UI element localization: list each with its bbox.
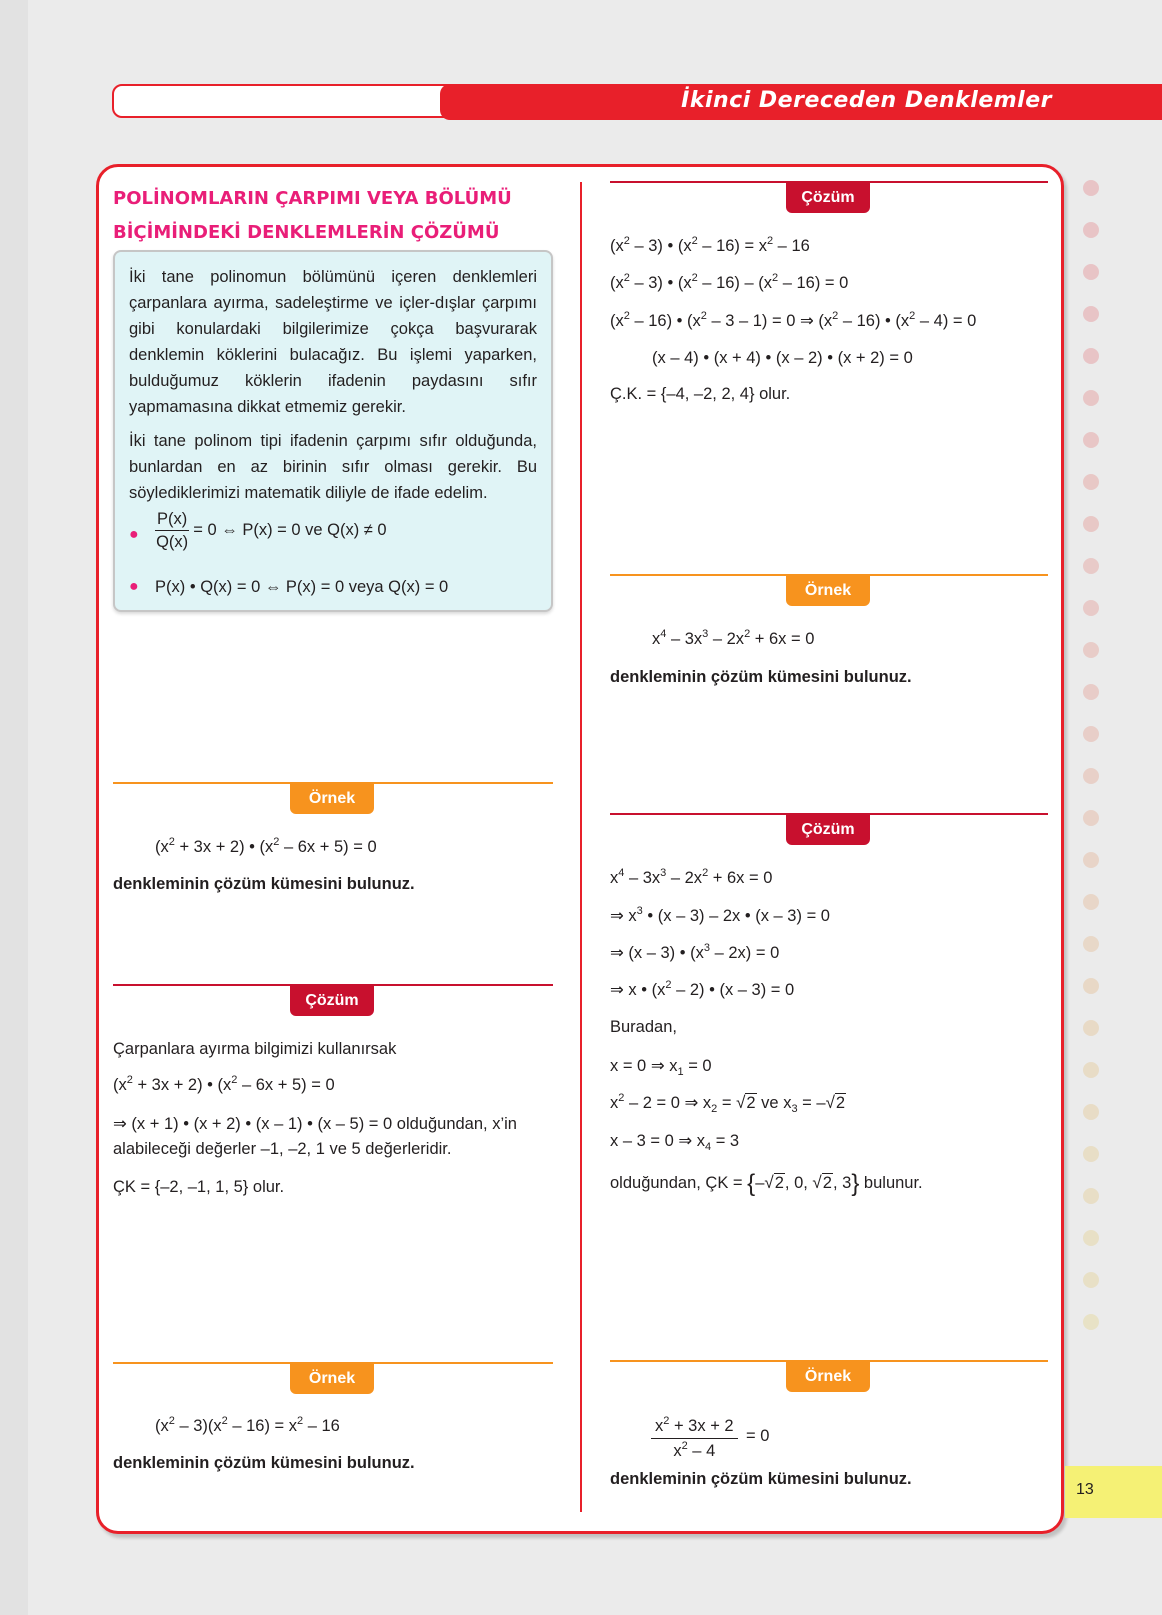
example-2-instruction: denkleminin çözüm kümesini bulunuz. <box>113 1454 415 1472</box>
dot-icon <box>1083 558 1099 574</box>
cozum-label: Çözüm <box>786 815 870 845</box>
solution-3-root-3: x – 3 = 0 ⇒ $x_4 = 3$ <box>610 1132 740 1153</box>
dot-icon <box>1083 516 1099 532</box>
example-3-instruction: denkleminin çözüm kümesini bulunuz. <box>610 668 912 686</box>
example-3-equation: $x^4 - 3x^3 - 2x^2 + 6x = 0$ <box>652 628 815 648</box>
dot-icon <box>1083 222 1099 238</box>
sqrt-icon: √2 <box>825 1093 846 1112</box>
dot-icon <box>1083 1104 1099 1120</box>
dot-icon <box>1083 1146 1099 1162</box>
info-paragraph-2: İki tane polinom tipi ifadenin çarpımı sıfır olduğunda, bunlardan en az birinin sıfır olması gerekir. Bu söylediklerimizi matematik diliyle de ifade edelim. <box>129 432 537 502</box>
solution-1-line: ⇒ (x + 1) • (x + 2) • (x – 1) • (x – 5) = 0 olduğundan, x’in <box>113 1115 517 1133</box>
solution-2-line: $(x^2 - 3)$ • $(x^2 - 16) = x^2 - 16$ <box>610 235 810 255</box>
dot-icon <box>1083 726 1099 742</box>
dot-icon <box>1083 684 1099 700</box>
solution-1-line: $(x^2 + 3x + 2)$ • $(x^2 - 6x + 5) = 0$ <box>113 1074 335 1094</box>
example-4-equals: = 0 <box>746 1427 770 1445</box>
rule-1 <box>129 508 387 553</box>
dot-icon <box>1083 642 1099 658</box>
dot-icon <box>1083 894 1099 910</box>
rule-1-text: = 0 ⇔ P(x) = 0 ve Q(x) ≠ 0 <box>193 520 387 539</box>
dot-icon <box>1083 306 1099 322</box>
solution-2-line: (x – 4) • (x + 4) • (x – 2) • (x + 2) = 0 <box>652 349 913 367</box>
ornek-label: Örnek <box>290 784 374 814</box>
cozum-label: Çözüm <box>786 183 870 213</box>
dot-icon <box>1083 1020 1099 1036</box>
result-prefix: olduğundan, ÇK = <box>610 1174 743 1192</box>
page-number: 13 <box>1076 1481 1094 1498</box>
margin-dots <box>1083 180 1099 1356</box>
cozum-label: Çözüm <box>290 986 374 1016</box>
rule-2-text: P(x) • Q(x) = 0 ⇔ P(x) = 0 veya Q(x) = 0 <box>155 578 449 596</box>
dot-icon <box>1083 768 1099 784</box>
example-1-instruction: denkleminin çözüm kümesini bulunuz. <box>113 875 415 893</box>
section-title-line1: POLİNOMLARIN ÇARPIMI VEYA BÖLÜMÜ <box>113 188 512 209</box>
fraction-numerator: P(x) <box>155 508 189 531</box>
solution-3-line: $x^4 - 3x^3 - 2x^2 + 6x = 0$ <box>610 867 773 887</box>
dot-icon <box>1083 180 1099 196</box>
info-box <box>113 250 553 612</box>
dot-icon <box>1083 1230 1099 1246</box>
dot-icon <box>1083 474 1099 490</box>
example-1-equation: $(x^2 + 3x + 2)$ • $(x^2 - 6x + 5) = 0$ <box>155 836 377 856</box>
dot-icon <box>1083 1062 1099 1078</box>
ornek-label: Örnek <box>786 1362 870 1392</box>
solution-1-result: ÇK = {–2, –1, 1, 5} olur. <box>113 1178 285 1196</box>
solution-2-line: $(x^2 - 16)$ • $(x^2 - 3 - 1) = 0$ ⇒ $(x^2 - 16)$ • $(x^2 - 4) = 0$ <box>610 310 977 330</box>
dot-icon <box>1083 1272 1099 1288</box>
dot-icon <box>1083 936 1099 952</box>
fraction-denominator: Q(x) <box>156 533 189 551</box>
chapter-title: İkinci Dereceden Denklemler <box>681 88 1052 113</box>
rule-2 <box>129 574 448 600</box>
solution-2-line: $(x^2 - 3)$ • $(x^2 - 16) - (x^2 - 16) = 0$ <box>610 272 849 292</box>
solution-3-result: olduğundan, ÇK = {–√2, 0, √2, 3} bulunur. <box>610 1170 923 1197</box>
dot-icon <box>1083 432 1099 448</box>
example-4-fraction <box>651 1414 738 1463</box>
rule-1-fraction <box>155 508 189 553</box>
solution-3-root-2: $x^2 - 2 = 0$ ⇒ $x_2 = √2$ ve $x_3 = -√2$ <box>610 1092 846 1115</box>
solution-1-intro: Çarpanlara ayırma bilgimizi kullanırsak <box>113 1040 397 1058</box>
fraction-denominator: $x^2 - 4$ <box>673 1440 716 1460</box>
solution-3-line: ⇒ x • $(x^2 - 2)$ • (x – 3) = 0 <box>610 979 795 999</box>
sqrt-icon: √2 <box>736 1093 756 1112</box>
column-divider <box>580 182 582 1512</box>
dot-icon <box>1083 852 1099 868</box>
info-paragraph-1: İki tane polinomun bölümünü içeren denklemleri çarpanlara ayırma, sadeleştirme ve içler-dışlar çarpımı gibi konulardaki bilgilerimize çokça başvurarak denklemin köklerini bulacağız. Bu işlemi yaparken, bulduğumuz köklerin ifadenin paydasını sıfır yapmamasına dikkat etmemiz gerekir. <box>129 268 537 416</box>
solution-1-line: alabileceği değerler –1, –2, 1 ve 5 değerleridir. <box>113 1140 452 1158</box>
bullet-icon: ● <box>129 578 139 595</box>
dot-icon <box>1083 1188 1099 1204</box>
sqrt-icon: √2 <box>812 1173 832 1192</box>
solution-2-result: Ç.K. = {–4, –2, 2, 4} olur. <box>610 385 791 403</box>
sqrt-icon: √2 <box>764 1173 784 1192</box>
dot-icon <box>1083 600 1099 616</box>
section-title <box>113 182 512 250</box>
dot-icon <box>1083 390 1099 406</box>
ornek-label: Örnek <box>786 576 870 606</box>
page-edge <box>0 0 28 1615</box>
bullet-icon: ● <box>129 526 139 543</box>
section-title-line2: BİÇİMİNDEKİ DENKLEMLERİN ÇÖZÜMÜ <box>113 222 500 243</box>
fraction-numerator: $x^2 + 3x + 2$ <box>651 1414 738 1439</box>
dot-icon <box>1083 978 1099 994</box>
solution-3-line: ⇒ (x – 3) • $(x^3 - 2x) = 0$ <box>610 942 780 962</box>
ornek-label: Örnek <box>290 1364 374 1394</box>
dot-icon <box>1083 1314 1099 1330</box>
example-4-instruction: denkleminin çözüm kümesini bulunuz. <box>610 1470 912 1488</box>
example-2-equation: $(x^2 - 3)(x^2 - 16) = x^2 - 16$ <box>155 1415 340 1435</box>
solution-3-buradan: Buradan, <box>610 1018 677 1036</box>
result-suffix: bulunur. <box>863 1174 923 1192</box>
dot-icon <box>1083 810 1099 826</box>
solution-3-root-1: x = 0 ⇒ $x_1 = 0$ <box>610 1057 712 1078</box>
dot-icon <box>1083 264 1099 280</box>
dot-icon <box>1083 348 1099 364</box>
solution-3-line: ⇒ $x^3$ • (x – 3) – 2x • (x – 3) = 0 <box>610 905 830 925</box>
